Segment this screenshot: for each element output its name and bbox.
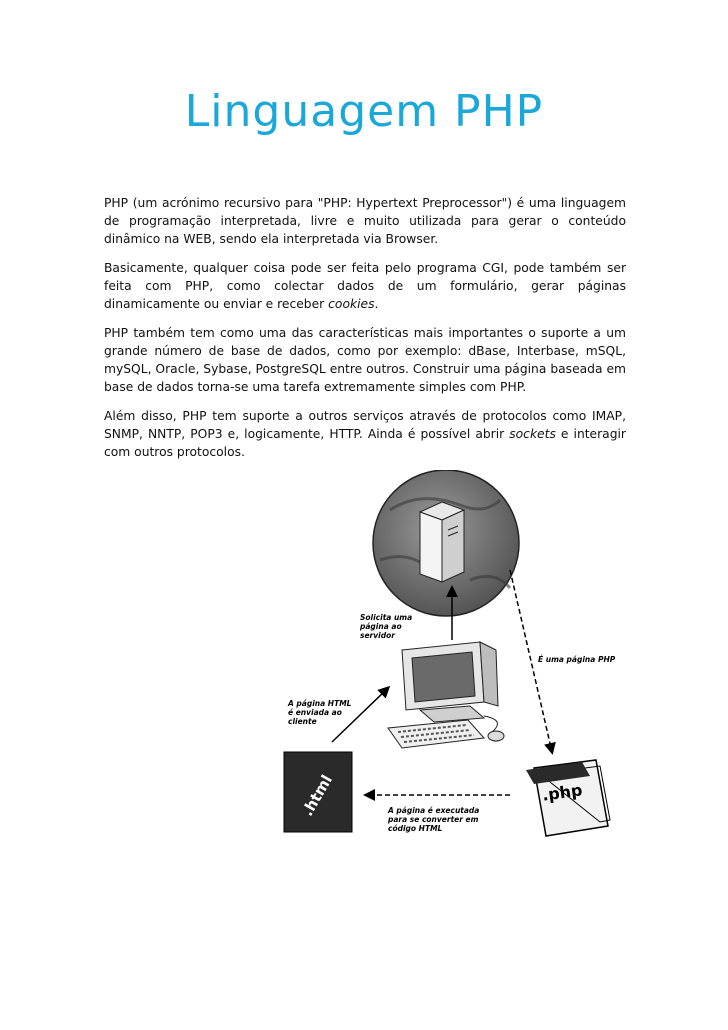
paragraph-4-text: Além disso, PHP tem suporte a outros serviços através de protocolos como IMAP, SNMP, NNTP, POP3 e, logicamente, HTTP. Ainda é possível abrir xyxy=(104,409,626,441)
paragraph-1: PHP (um acrónimo recursivo para "PHP: Hypertext Preprocessor") é uma linguagem de programação interpretada, livre e muito utilizada para gerar o conteúdo dinâmico na WEB, sendo ela interpretada via Browser. xyxy=(104,196,626,246)
paragraph-4-end: e interagir com outros protocolos. xyxy=(104,427,626,459)
php-flow-diagram xyxy=(270,470,630,870)
body-text xyxy=(104,194,626,472)
paragraph-3: PHP também tem como uma das características mais importantes o suporte a um grande número de base de dados, como por exemplo: dBase, Interbase, mSQL, mySQL, Oracle, Sybase, PostgreSQL entre outros. Construir uma página baseada em base de dados torna-se uma tarefa extremamente simples com PHP. xyxy=(104,326,626,394)
server-globe xyxy=(373,470,519,616)
sockets-emphasis: sockets xyxy=(509,427,556,441)
label-is-php: É uma página PHP xyxy=(538,655,616,664)
computer-icon xyxy=(388,642,504,748)
page-title: Linguagem PHP xyxy=(184,86,544,137)
php-file-icon xyxy=(526,760,610,836)
cookies-emphasis: cookies xyxy=(328,297,375,311)
paragraph-4 xyxy=(104,407,626,461)
html-file-label: .html xyxy=(298,771,337,820)
label-request: Solicita uma página ao servidor xyxy=(360,613,413,640)
label-html-sent: A página HTML é enviada ao cliente xyxy=(288,699,352,726)
paragraph-2 xyxy=(104,259,626,313)
php-file-label: .php xyxy=(540,780,584,805)
paragraph-2-end: . xyxy=(374,297,379,311)
html-file-icon xyxy=(284,752,352,832)
server-icon xyxy=(420,502,464,582)
paragraph-2-text: Basicamente, qualquer coisa pode ser feita pelo programa CGI, pode também ser feita com PHP, como colectar dados de um formulário, gerar páginas dinamicamente ou enviar e receber xyxy=(104,261,626,311)
label-executed: A página é executada para se converter em código HTML xyxy=(388,806,480,833)
